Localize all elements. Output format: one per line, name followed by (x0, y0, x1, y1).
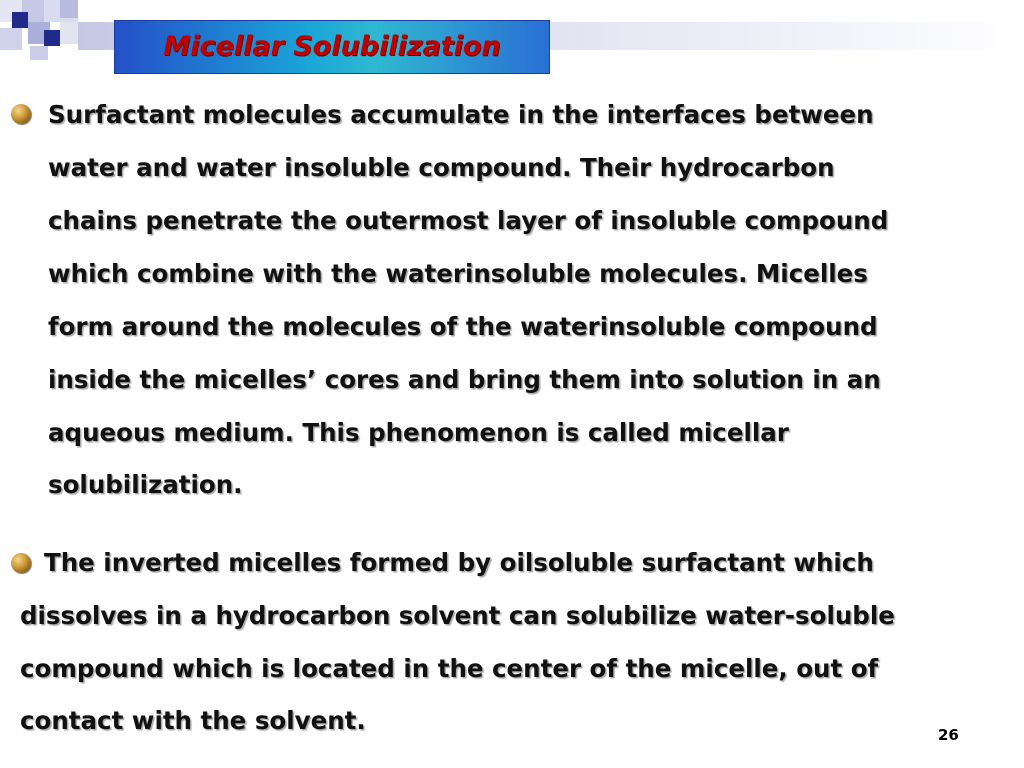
page-title: Micellar Solubilization (163, 31, 501, 62)
page-number: 26 (938, 726, 959, 744)
paragraph-line: inside the micelles’ cores and bring them into solution in an (48, 365, 881, 394)
paragraph-line: compound which is located in the center of the micelle, out of (20, 654, 879, 683)
paragraph-line: chains penetrate the outermost layer of insoluble compound (48, 206, 889, 235)
bullet-icon (11, 553, 31, 573)
paragraph-line: contact with the solvent. (20, 706, 366, 735)
paragraph-line: dissolves in a hydrocarbon solvent can solubilize water-soluble (20, 601, 895, 630)
title-box (114, 20, 550, 74)
paragraph-line: which combine with the waterinsoluble molecules. Micelles (48, 259, 868, 288)
paragraph-line: Surfactant molecules accumulate in the interfaces between (48, 100, 874, 129)
bullet-icon (11, 104, 31, 124)
paragraph-line: aqueous medium. This phenomenon is called micellar (48, 418, 789, 447)
paragraph-line: The inverted micelles formed by oilsoluble surfactant which (44, 548, 874, 577)
paragraph-line: solubilization. (48, 470, 243, 499)
paragraph-line: water and water insoluble compound. Their hydrocarbon (48, 153, 835, 182)
paragraph-line: form around the molecules of the waterinsoluble compound (48, 312, 878, 341)
